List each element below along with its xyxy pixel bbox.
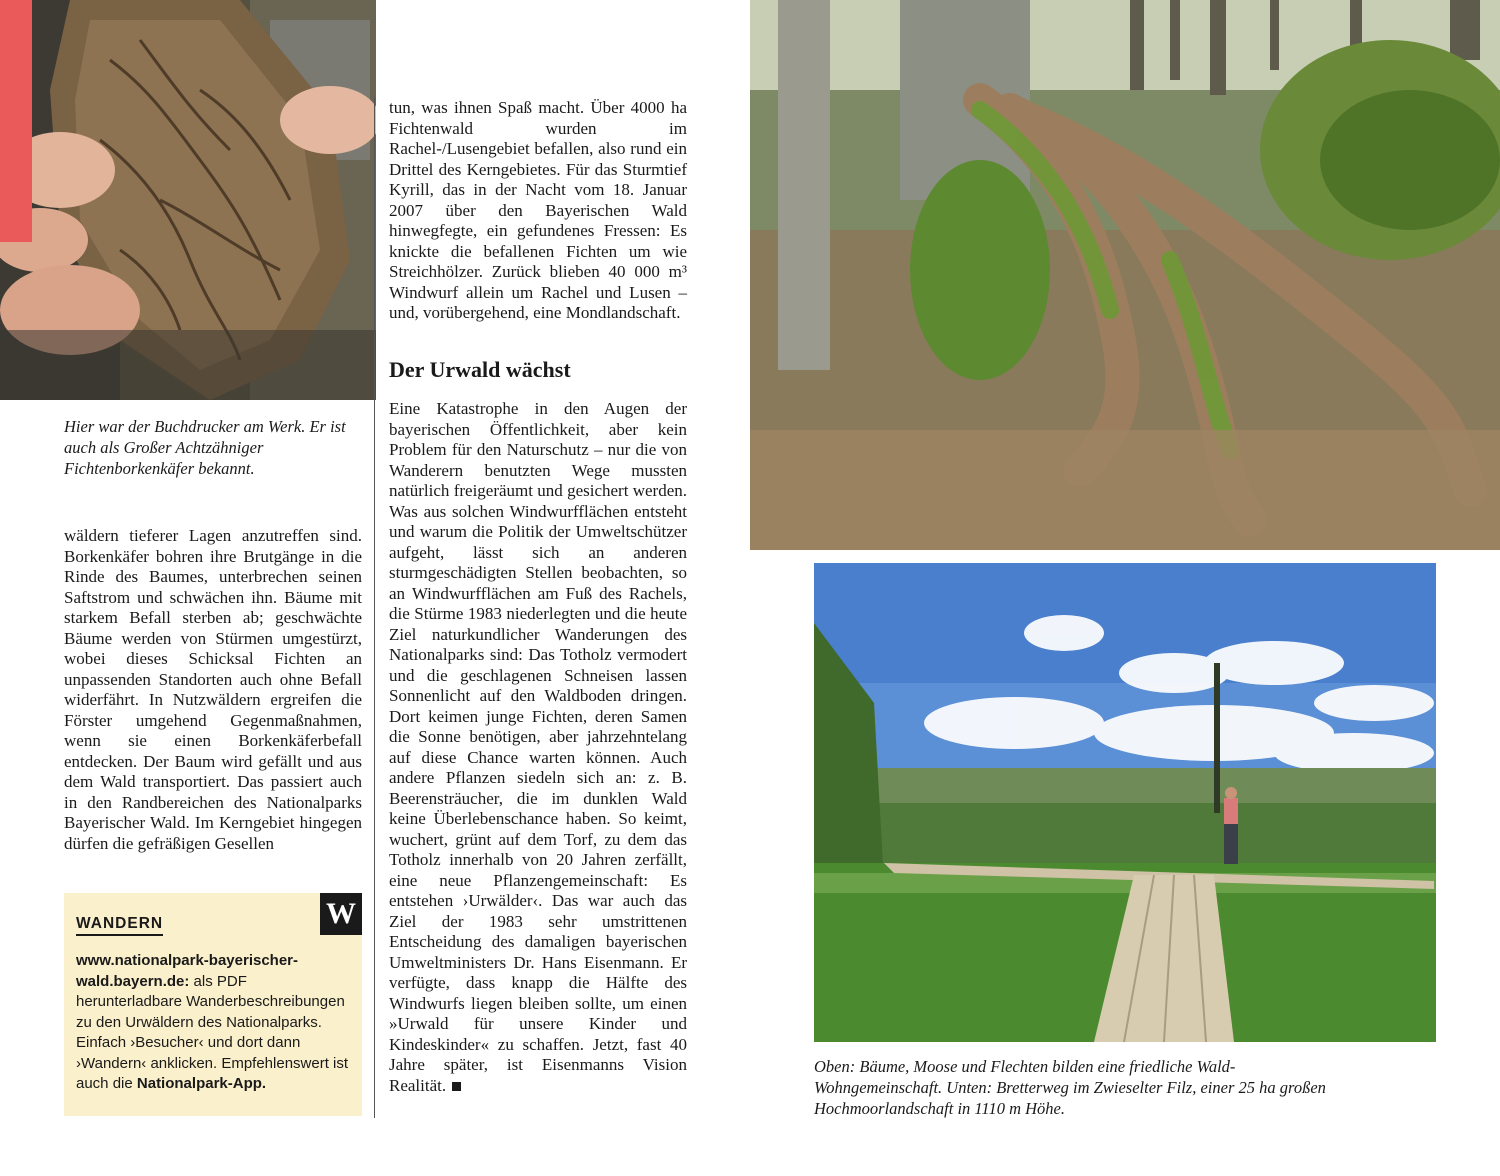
bark-photo [0, 0, 376, 400]
column-rule [374, 98, 375, 1118]
info-box-wandern [64, 893, 362, 1116]
right-photos-caption: Oben: Bäume, Moose und Flechten bilden eine friedliche Wald-Wohngemeinschaft. Unten: Bretterweg im Zwieselter Filz, einer 25 ha großen Hochmoorlandschaft in 1110 m Höhe. [814, 1057, 1326, 1118]
info-box-text: als PDF herunterladbare Wanderbeschreibungen zu den Urwäldern des Nationalparks. Einfach ›Besucher‹ und dort dann ›Wandern‹ anklicken. Empfehlenswert ist auch die [76, 972, 349, 1092]
info-box-body [76, 951, 356, 1095]
column-1-paragraph: wäldern tieferer Lagen anzutreffen sind. Borkenkäfer bohren ihre Brutgänge in die Rinde des Baumes, unterbrechen seinen Saftstrom und schwächen ihn. Bäume mit starkem Befall sterben ab; geschwächte Bäume werden von Stürmen umgestürzt, wobei dieses Schicksal Fichten an unpassenden Standorten auch ohne Befall widerfährt. In Nutzwäldern ergreifen die Förster umgehend Gegenmaßnahmen, wenn sie einen Borkenkäferbefall entdecken. Der Baum wird gefällt und aus dem Wald transportiert. Das passiert auch in den Randbereichen des Nationalparks Bayerischer Wald. Im Kerngebiet hingegen dürfen die gefräßigen Gesellen [64, 526, 362, 853]
info-box-badge-icon: W [320, 893, 362, 935]
forest-roots-photo-icon [750, 0, 1500, 550]
column-2-bottom-paragraph [389, 399, 687, 1096]
bark-photo-caption: Hier war der Buchdrucker am Werk. Er ist auch als Großer Achtzähniger Fichtenborkenkäfer bekannt. [64, 417, 346, 478]
column-2-bottom-words: Eine Katastrophe in den Augen der bayerischen Öffentlichkeit, aber kein Problem für den Naturschutz – nur die von Wanderern benutzten Wege mussten natürlich freigeräumt und gesichert werden. Was aus solchen Windwurfflächen entsteht und warum die Politik der Umweltschützer aufgeht, lässt sich an anderen sturmgeschädigten Stellen beobachten, so an Windwurfflächen am Fuß des Rachels, die Stürme 1983 niederlegten und die heute Ziel naturkundlicher Wanderungen des Nationalparks sind: Das Totholz vermodert und die geschlagenen Schneisen lassen Sonnenlicht auf den Waldboden dringen. Dort keimen junge Fichten, deren Samen die Sonne benötigen, aber jahrzehntelang auf diese Chance warten können. Auch andere Pflanzen siedeln sich an: z. B. Beerensträucher, die im dunklen Wald keine Überlebenschance haben. So keimt, wuchert, grünt auf dem Torf, zu dem das Totholz innerhalb von 20 Jahren zerfällt, eine neue Pflanzengemeinschaft: Es entstehen ›Urwälder‹. Das war auch das Ziel der 1983 sehr umstrittenen Entscheidung des damaligen bayerischen Umweltministers Dr. Hans Eisenmann. Er verfügte, dass knapp die Hälfte des Windwurfs liegen bleiben sollte, um einen »Urwald für unsere Kinder und Kindeskinder« zu schaffen. Jetzt, fast 40 Jahre später, ist Eisenmanns Vision Realität. [389, 399, 687, 1095]
forest-roots-photo [750, 0, 1500, 550]
column-1-text [64, 526, 362, 854]
moor-boardwalk-photo-icon [814, 563, 1436, 1042]
column-2-top-paragraph: tun, was ihnen Spaß macht. Über 4000 ha Fichtenwald wurden im Rachel-/Lusengebiet befallen, also rund ein Drittel des Kerngebietes. Für das Sturmtief Kyrill, das in der Nacht vom 18. Januar 2007 über den Bayerischen Wald hinwegfegte, ein gefundenes Fressen: Es knickte die befallenen Fichten um wie Streichhölzer. Zurück blieben 40 000 m³ Windwurf allein um Rachel und Lusen – und, vorübergehend, eine Mondlandschaft. [389, 98, 687, 322]
info-box-link[interactable]: www.nationalpark-bayerischer-wald.bayern.de: [76, 952, 299, 990]
info-box-title: WANDERN [76, 915, 163, 936]
info-box-app: Nationalpark-App. [136, 1075, 267, 1092]
moor-boardwalk-photo [814, 563, 1436, 1042]
section-heading: Der Urwald wächst [389, 357, 571, 382]
end-mark-icon [452, 1082, 461, 1091]
column-2-bottom-text [389, 399, 687, 1096]
column-2-top-text [389, 98, 687, 324]
accent-bar [0, 0, 32, 242]
bark-photo-icon [0, 0, 376, 400]
